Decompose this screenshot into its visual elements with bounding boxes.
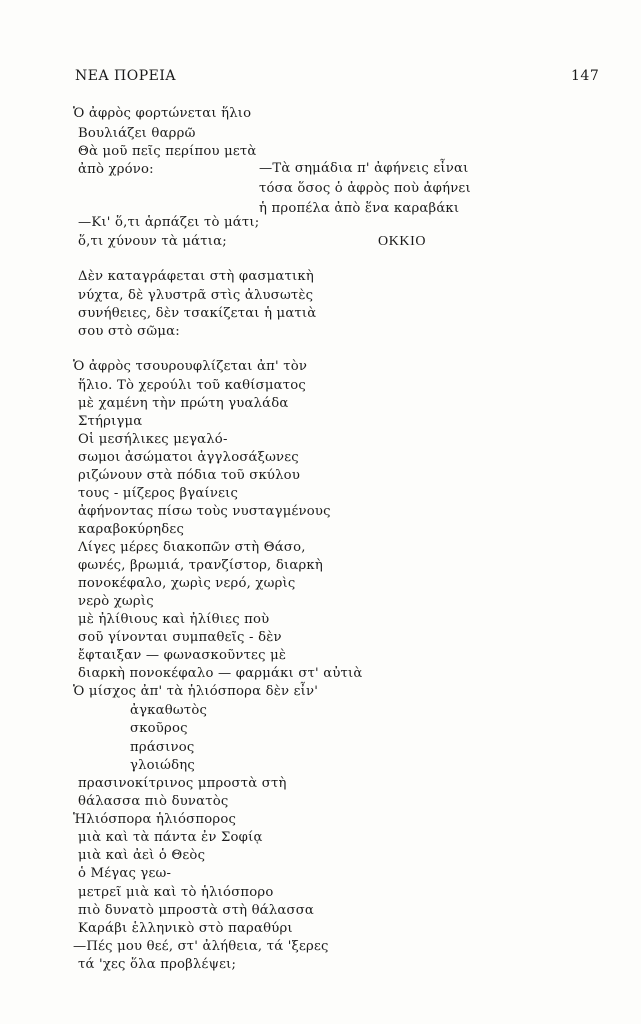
poem-line: συνήθειες, δὲν τσακίζεται ἡ ματιὰ — [78, 306, 317, 321]
poem-title: ΟΚΚΙΟ — [378, 234, 427, 249]
poem-line: μὲ ἠλίθιους καὶ ἠλίθιες ποὺ — [78, 612, 270, 627]
poem-line: τους - μίζερος βγαίνεις — [78, 486, 239, 501]
right-line: ἡ προπέλα ἀπὸ ἕνα καραβάκι — [259, 201, 460, 216]
poem-line: θάλασσα πιὸ δυνατὸς — [78, 794, 229, 809]
poem-line: Ὁ ἀφρὸς τσουρουφλίζεται ἀπ' τὸν — [73, 359, 308, 374]
poem-line: τά 'χες ὅλα προβλέψει; — [78, 957, 237, 972]
poem-line: διαρκὴ πονοκέφαλο — φαρμάκι στ' αὐτιὰ — [78, 666, 363, 681]
poem-line: μιὰ καὶ τὰ πάντα ἐν Σοφίᾳ — [78, 830, 263, 845]
poem-line-indented: πράσινος — [130, 740, 195, 755]
right-line: τόσα ὅσος ὁ ἀφρὸς ποὺ ἀφήνει — [259, 181, 471, 196]
poem-line: νερὸ χωρὶς — [78, 594, 154, 609]
running-header-title: ΝΕΑ ΠΟΡΕΙΑ — [75, 68, 176, 84]
poem-line: ἥλιο. Τὸ χερούλι τοῦ καθίσματος — [78, 378, 306, 393]
right-line: —Τὰ σημάδια π' ἀφήνεις εἶναι — [259, 161, 469, 176]
poem-line: ὅ,τι χύνουν τὰ μάτια; — [78, 234, 227, 249]
poem-line: Δὲν καταγράφεται στὴ φασματικὴ — [78, 269, 314, 284]
poem-line: πιὸ δυνατὸ μπροστὰ στὴ θάλασσα — [78, 903, 315, 918]
poem-line: Οἱ μεσήλικες μεγαλό- — [78, 432, 228, 447]
poem-line: ἔφταιξαν — φωνασκοῦντες μὲ — [78, 648, 287, 663]
poem-line: —Κι' ὅ,τι ἁρπάζει τὸ μάτι; — [78, 215, 260, 230]
poem-line: Ὁ μίσχος ἀπ' τὰ ἡλιόσπορα δὲν εἶν' — [73, 684, 319, 699]
poem-line: μὲ χαμένη τὴν πρώτη γυαλάδα — [78, 396, 289, 411]
poem-line: Ἡλιόσπορα ἡλιόσπορος — [73, 812, 237, 827]
poem-line: —Πές μου θεέ, στ' ἀλήθεια, τά 'ξερες — [73, 939, 329, 954]
poem-line: Στήριγμα — [78, 414, 143, 429]
poem-line: ἀφήνοντας πίσω τοὺς νυσταγμένους — [78, 504, 331, 519]
poem-line: πονοκέφαλο, χωρὶς νερό, χωρὶς — [78, 576, 296, 591]
poem-line: νύχτα, δὲ γλυστρᾶ στὶς ἀλυσωτὲς — [78, 288, 314, 303]
poem-line: μιὰ καὶ ἀεὶ ὁ Θεὸς — [78, 848, 206, 863]
poem-line: ὁ Μέγας γεω- — [78, 866, 172, 881]
poem-line: σωμοι ἀσώματοι ἀγγλοσάξωνες — [78, 450, 299, 465]
poem-line: Καράβι ἑλληνικὸ στὸ παραθύρι — [78, 921, 293, 936]
poem-line: Ὁ ἀφρὸς φορτώνεται ἥλιο — [73, 106, 252, 121]
poem-line-indented: γλοιώδης — [130, 758, 195, 773]
poem-line: Λίγες μέρες διακοπῶν στὴ Θάσο, — [78, 540, 306, 555]
poem-line: μετρεῖ μιὰ καὶ τὸ ἡλιόσπορο — [78, 885, 274, 900]
poem-line: ριζώνουν στὰ πόδια τοῦ σκύλου — [78, 468, 301, 483]
poem-line: φωνές, βρωμιά, τρανζίστορ, διαρκὴ — [78, 558, 323, 573]
poem-line: σου στὸ σῶμα: — [78, 324, 180, 339]
page-number: 147 — [571, 68, 600, 84]
poem-line-indented: σκοῦρος — [130, 721, 188, 736]
poem-line: Θὰ μοῦ πεῖς περίπου μετὰ — [78, 144, 257, 159]
poem-line: καραβοκύρηδες — [78, 522, 185, 537]
poem-line: ἀπὸ χρόνο: — [78, 162, 154, 177]
poem-line: Βουλιάζει θαρρῶ — [78, 126, 196, 141]
poem-line: πρασινοκίτρινος μπροστὰ στὴ — [78, 776, 287, 791]
poem-line-indented: ἀγκαθωτὸς — [130, 703, 208, 718]
poem-line: σοῦ γίνονται συμπαθεῖς - δὲν — [78, 630, 282, 645]
